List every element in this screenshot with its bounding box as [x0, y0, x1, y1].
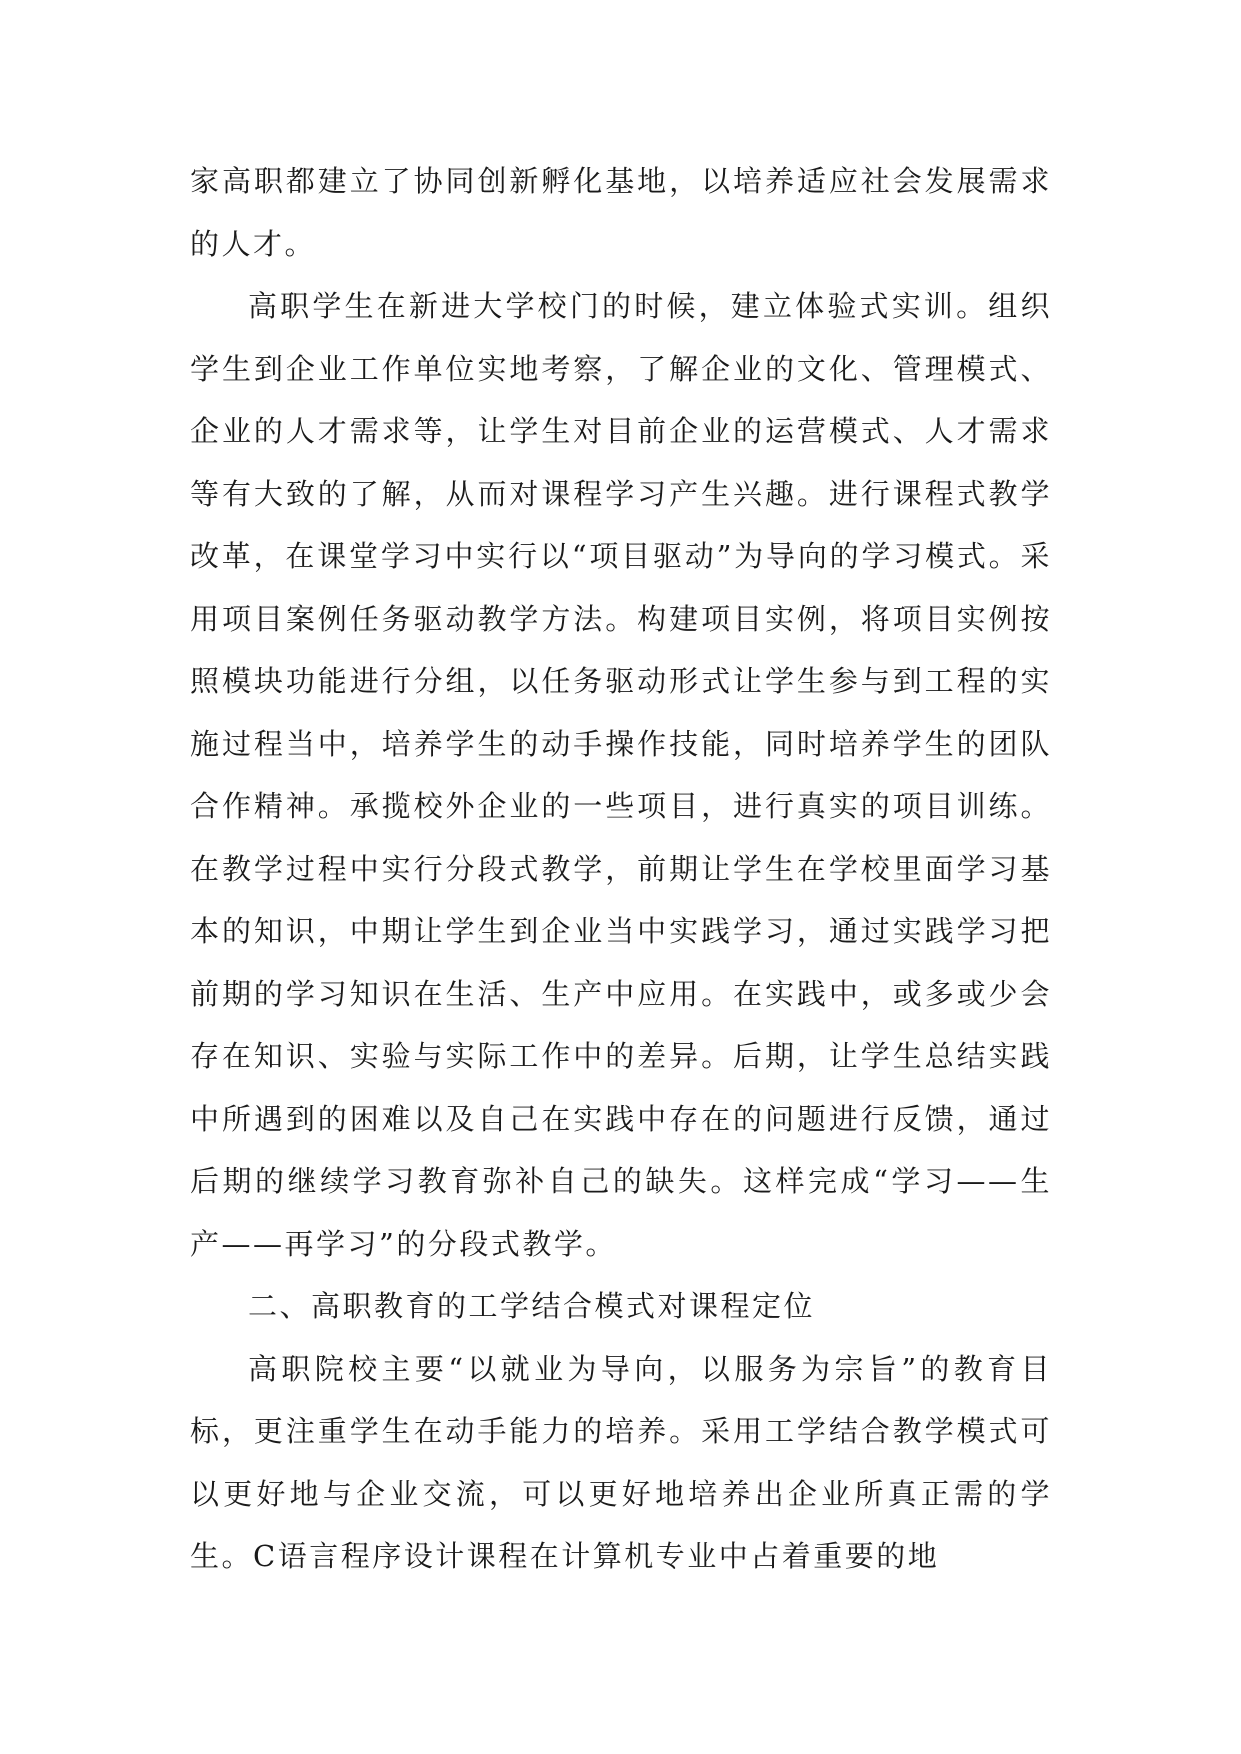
paragraph-continuation: 家高职都建立了协同创新孵化基地，以培养适应社会发展需求的人才。 — [190, 164, 1052, 261]
body-text — [190, 150, 1052, 1588]
paragraph-course-positioning: 高职院校主要“以就业为导向，以服务为宗旨”的教育目标，更注重学生在动手能力的培养。采用工学结合教学模式可以更好地与企业交流，可以更好地培养出企业所真正需的学生。C语言程序设计课程在计算机专业中占着重要的地 — [190, 1351, 1052, 1573]
paragraph-experiential-training: 高职学生在新进大学校门的时候，建立体验式实训。组织学生到企业工作单位实地考察，了解企业的文化、管理模式、企业的人才需求等，让学生对目前企业的运营模式、人才需求等有大致的了解，从而对课程学习产生兴趣。进行课程式教学改革，在课堂学习中实行以“项目驱动”为导向的学习模式。采用项目案例任务驱动教学方法。构建项目实例，将项目实例按照模块功能进行分组，以任务驱动形式让学生参与到工程的实施过程当中，培养学生的动手操作技能，同时培养学生的团队合作精神。承揽校外企业的一些项目，进行真实的项目训练。在教学过程中实行分段式教学，前期让学生在学校里面学习基本的知识，中期让学生到企业当中实践学习，通过实践学习把前期的学习知识在生活、生产中应用。在实践中，或多或少会存在知识、实验与实际工作中的差异。后期，让学生总结实践中所遇到的困难以及自己在实践中存在的问题进行反馈，通过后期的继续学习教育弥补自己的缺失。这样完成“学习——生产——再学习”的分段式教学。 — [190, 289, 1052, 1261]
section-heading: 二、高职教育的工学结合模式对课程定位 — [248, 1289, 816, 1323]
